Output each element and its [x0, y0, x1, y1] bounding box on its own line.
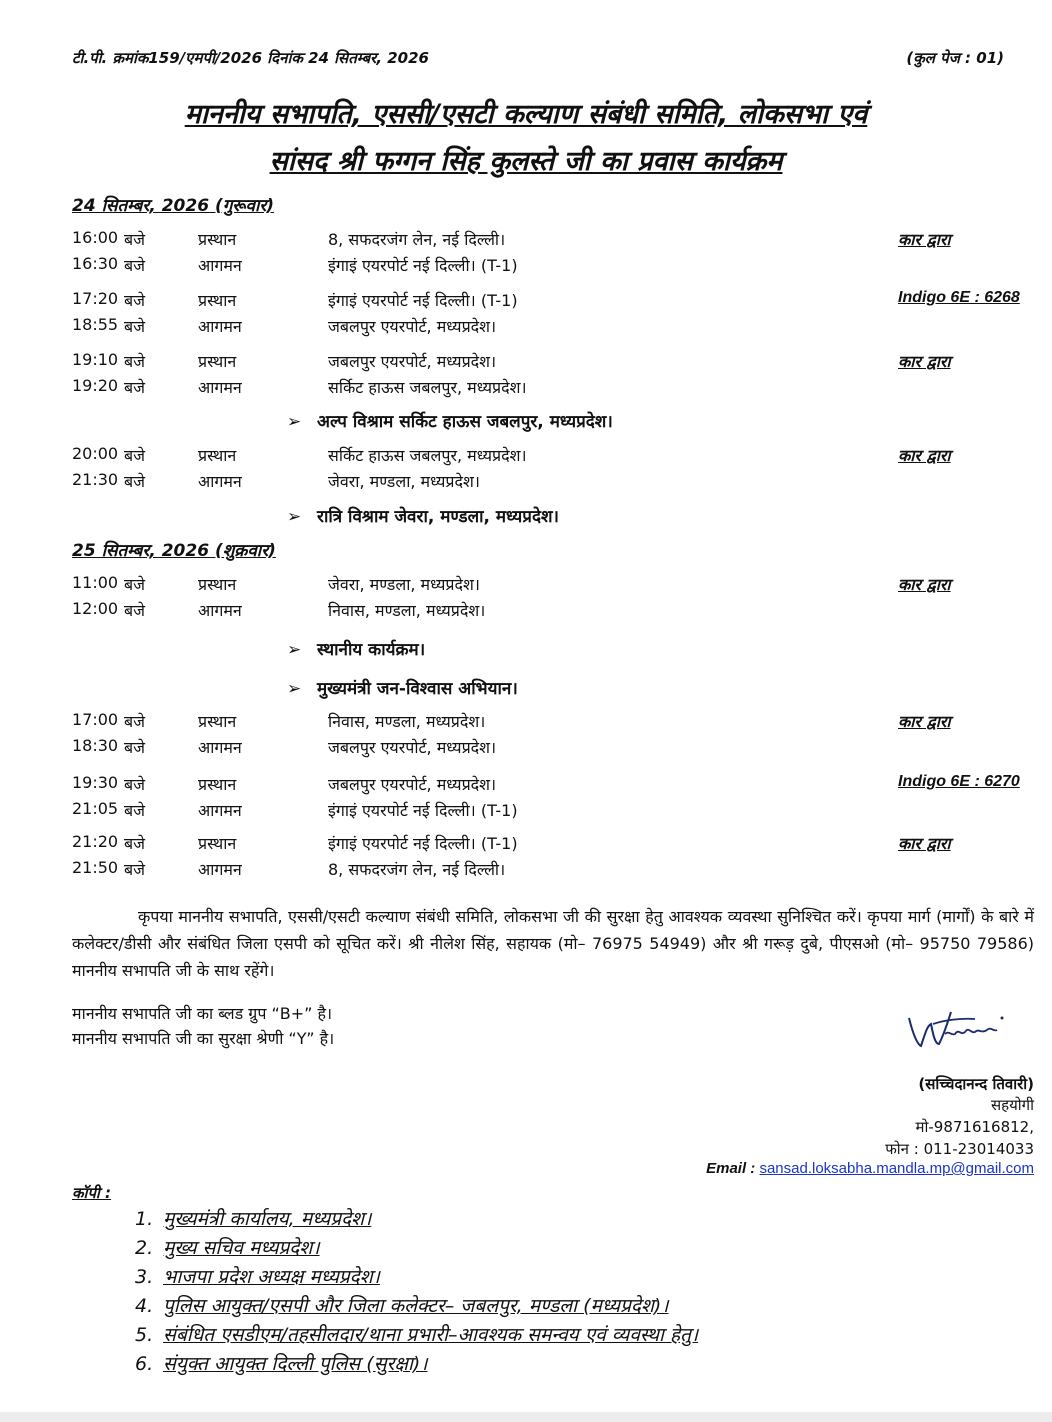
- action: आगमन: [198, 256, 242, 275]
- action: प्रस्थान: [198, 712, 237, 731]
- time: 21:05: [72, 799, 119, 818]
- arrow-bullet-icon: ➢: [287, 640, 302, 660]
- security-category-note: माननीय सभापति जी का सुरक्षा श्रेणी “Y” है।: [72, 1029, 335, 1048]
- day-heading: 25 सितम्बर, 2026 (शुक्रवार): [72, 541, 276, 561]
- note-item: [287, 504, 559, 527]
- time: 19:20: [72, 376, 119, 395]
- travel-mode: कार द्वारा: [898, 834, 951, 853]
- arrow-bullet-icon: ➢: [287, 507, 302, 527]
- total-pages: (कुल पेज : 01): [906, 49, 1004, 67]
- schedule-row: [72, 444, 1037, 470]
- place: जबलपुर एयरपोर्ट, मध्यप्रदेश।: [328, 775, 497, 794]
- place: इंगाइं एयरपोर्ट नई दिल्ली। (T-1): [328, 291, 518, 310]
- travel-mode: Indigo 6E : 6268: [898, 289, 1020, 306]
- place: निवास, मण्डला, मध्यप्रदेश।: [328, 712, 486, 731]
- time-unit: बजे: [124, 230, 146, 249]
- time-unit: बजे: [124, 472, 146, 491]
- place: 8, सफदरजंग लेन, नई दिल्ली।: [328, 230, 506, 249]
- item-number: 5.: [135, 1324, 154, 1346]
- place: जबलपुर एयरपोर्ट, मध्यप्रदेश।: [328, 352, 497, 371]
- item-number: 2.: [135, 1237, 154, 1259]
- time-unit: बजे: [124, 378, 146, 397]
- time-unit: बजे: [124, 317, 146, 336]
- time-unit: बजे: [124, 712, 146, 731]
- time: 19:10: [72, 350, 119, 369]
- time-unit: बजे: [124, 291, 146, 310]
- time: 18:55: [72, 315, 119, 334]
- page-bottom-edge: [0, 1412, 1052, 1422]
- arrow-bullet-icon: ➢: [287, 679, 302, 699]
- item-number: 3.: [135, 1266, 154, 1288]
- signatory-designation: सहयोगी: [990, 1096, 1034, 1114]
- note-text: स्थानीय कार्यक्रम।: [317, 640, 426, 660]
- schedule-row: [72, 228, 1037, 254]
- time-unit: बजे: [124, 575, 146, 594]
- schedule-row: [72, 599, 1037, 625]
- time: 16:30: [72, 254, 119, 273]
- time: 16:00: [72, 228, 119, 247]
- time: 12:00: [72, 599, 119, 618]
- copy-list-item: [135, 1234, 320, 1260]
- action: आगमन: [198, 378, 242, 397]
- time: 17:00: [72, 710, 119, 729]
- item-number: 6.: [135, 1353, 154, 1375]
- note-item: [287, 409, 613, 432]
- time: 18:30: [72, 736, 119, 755]
- place: इंगाइं एयरपोर्ट नई दिल्ली। (T-1): [328, 834, 518, 853]
- place: 8, सफदरजंग लेन, नई दिल्ली।: [328, 860, 506, 879]
- item-number: 1.: [135, 1208, 154, 1230]
- schedule-row: [72, 736, 1037, 762]
- copy-list-item: [135, 1292, 669, 1318]
- note-item: [287, 676, 518, 699]
- place: जबलपुर एयरपोर्ट, मध्यप्रदेश।: [328, 738, 497, 757]
- action: आगमन: [198, 472, 242, 491]
- copy-list-item: [135, 1263, 380, 1289]
- schedule-row: [72, 573, 1037, 599]
- travel-mode: कार द्वारा: [898, 575, 951, 594]
- travel-mode: कार द्वारा: [898, 230, 951, 249]
- time-unit: बजे: [124, 860, 146, 879]
- travel-mode: कार द्वारा: [898, 352, 951, 371]
- note-text: अल्प विश्राम सर्किट हाऊस जबलपुर, मध्यप्रदेश।: [317, 412, 613, 432]
- item-text: मुख्यमंत्री कार्यालय, मध्यप्रदेश।: [163, 1208, 372, 1230]
- time: 21:50: [72, 858, 119, 877]
- blood-group-note: माननीय सभापति जी का ब्लड ग्रुप “B+” है।: [72, 1004, 333, 1023]
- schedule-row: [72, 773, 1037, 799]
- action: प्रस्थान: [198, 446, 237, 465]
- request-paragraph: [72, 903, 1034, 984]
- document-title-line1: माननीय सभापति, एससी/एसटी कल्याण संबंधी समिति, लोकसभा एवं: [184, 99, 868, 130]
- time-unit: बजे: [124, 352, 146, 371]
- time-unit: बजे: [124, 738, 146, 757]
- action: आगमन: [198, 738, 242, 757]
- request-paragraph-text: कृपया माननीय सभापति, एससी/एसटी कल्याण संबंधी समिति, लोकसभा जी की सुरक्षा हेतु आवश्यक व्यवस्था सुनिश्चित करें। कृपया मार्ग (मार्गों) के बारे में कलेक्टर/डीसी और संबंधित जिला एसपी को सूचित करें। श्री नीलेश सिंह, सहायक (मो– 76975 54949) और श्री गरूड़ दुबे, पीएसओ (मो– 95750 79586) माननीय सभापति जी के साथ रहेंगे।: [72, 907, 1034, 980]
- note-text: मुख्यमंत्री जन-विश्वास अभियान।: [317, 679, 518, 699]
- place: इंगाइं एयरपोर्ट नई दिल्ली। (T-1): [328, 256, 518, 275]
- item-text: भाजपा प्रदेश अध्यक्ष मध्यप्रदेश।: [163, 1266, 380, 1288]
- time: 19:30: [72, 773, 119, 792]
- time-unit: बजे: [124, 775, 146, 794]
- day-heading: 24 सितम्बर, 2026 (गुरूवार): [72, 196, 275, 216]
- schedule-row: [72, 376, 1037, 402]
- note-item: [287, 637, 425, 660]
- arrow-bullet-icon: ➢: [287, 412, 302, 432]
- action: प्रस्थान: [198, 775, 237, 794]
- action: आगमन: [198, 317, 242, 336]
- place: जबलपुर एयरपोर्ट, मध्यप्रदेश।: [328, 317, 497, 336]
- action: प्रस्थान: [198, 575, 237, 594]
- signatory-mobile: मो-9871616812,: [915, 1118, 1034, 1136]
- copy-heading: कॉपी :: [72, 1184, 112, 1202]
- time-unit: बजे: [124, 601, 146, 620]
- time: 21:20: [72, 832, 119, 851]
- email-label: Email :: [706, 1160, 756, 1177]
- place: सर्किट हाऊस जबलपुर, मध्यप्रदेश।: [328, 378, 527, 397]
- copy-list-item: [135, 1321, 698, 1347]
- time-unit: बजे: [124, 801, 146, 820]
- document-title-line2: सांसद श्री फग्गन सिंह कुलस्ते जी का प्रवास कार्यक्रम: [269, 146, 783, 177]
- action: प्रस्थान: [198, 230, 237, 249]
- time-unit: बजे: [124, 446, 146, 465]
- reference-number: टी.पी. क्रमांक159/एमपी/2026 दिनांक 24 सितम्बर, 2026: [72, 49, 429, 67]
- place: इंगाइं एयरपोर्ट नई दिल्ली। (T-1): [328, 801, 518, 820]
- travel-mode: Indigo 6E : 6270: [898, 773, 1020, 790]
- schedule-row: [72, 470, 1037, 496]
- item-number: 4.: [135, 1295, 154, 1317]
- item-text: संयुक्त आयुक्त दिल्ली पुलिस (सुरक्षा)।: [163, 1353, 428, 1375]
- signatory-phone: फोन : 011-23014033: [885, 1140, 1034, 1158]
- action: आगमन: [198, 801, 242, 820]
- action: प्रस्थान: [198, 834, 237, 853]
- place: जेवरा, मण्डला, मध्यप्रदेश।: [328, 472, 480, 491]
- note-text: रात्रि विश्राम जेवरा, मण्डला, मध्यप्रदेश।: [317, 507, 560, 527]
- time-unit: बजे: [124, 256, 146, 275]
- travel-mode: कार द्वारा: [898, 446, 951, 465]
- action: प्रस्थान: [198, 352, 237, 371]
- action: आगमन: [198, 860, 242, 879]
- schedule-row: [72, 858, 1037, 884]
- time: 17:20: [72, 289, 119, 308]
- schedule-row: [72, 289, 1037, 315]
- item-text: पुलिस आयुक्त/एसपी और जिला कलेक्टर– जबलपुर, मण्डला (मध्यप्रदेश)।: [163, 1295, 669, 1317]
- copy-list-item: [135, 1350, 428, 1376]
- schedule-row: [72, 832, 1037, 858]
- signatory-email: [706, 1160, 1034, 1177]
- schedule-row: [72, 710, 1037, 736]
- time: 21:30: [72, 470, 119, 489]
- time: 11:00: [72, 573, 119, 592]
- action: आगमन: [198, 601, 242, 620]
- schedule-row: [72, 350, 1037, 376]
- email-link[interactable]: sansad.loksabha.mandla.mp@gmail.com: [759, 1160, 1034, 1177]
- action: प्रस्थान: [198, 291, 237, 310]
- handwritten-signature: [905, 1004, 1015, 1054]
- signatory-name: (सच्चिदानन्द तिवारी): [918, 1075, 1034, 1093]
- item-text: मुख्य सचिव मध्यप्रदेश।: [163, 1237, 320, 1259]
- place: निवास, मण्डला, मध्यप्रदेश।: [328, 601, 486, 620]
- travel-mode: कार द्वारा: [898, 712, 951, 731]
- schedule-row: [72, 315, 1037, 341]
- time-unit: बजे: [124, 834, 146, 853]
- place: जेवरा, मण्डला, मध्यप्रदेश।: [328, 575, 480, 594]
- time: 20:00: [72, 444, 119, 463]
- copy-list-item: [135, 1205, 371, 1231]
- schedule-row: [72, 799, 1037, 825]
- schedule-row: [72, 254, 1037, 280]
- item-text: संबंधित एसडीएम/तहसीलदार/थाना प्रभारी–आवश्यक समन्वय एवं व्यवस्था हेतु।: [163, 1324, 699, 1346]
- place: सर्किट हाऊस जबलपुर, मध्यप्रदेश।: [328, 446, 527, 465]
